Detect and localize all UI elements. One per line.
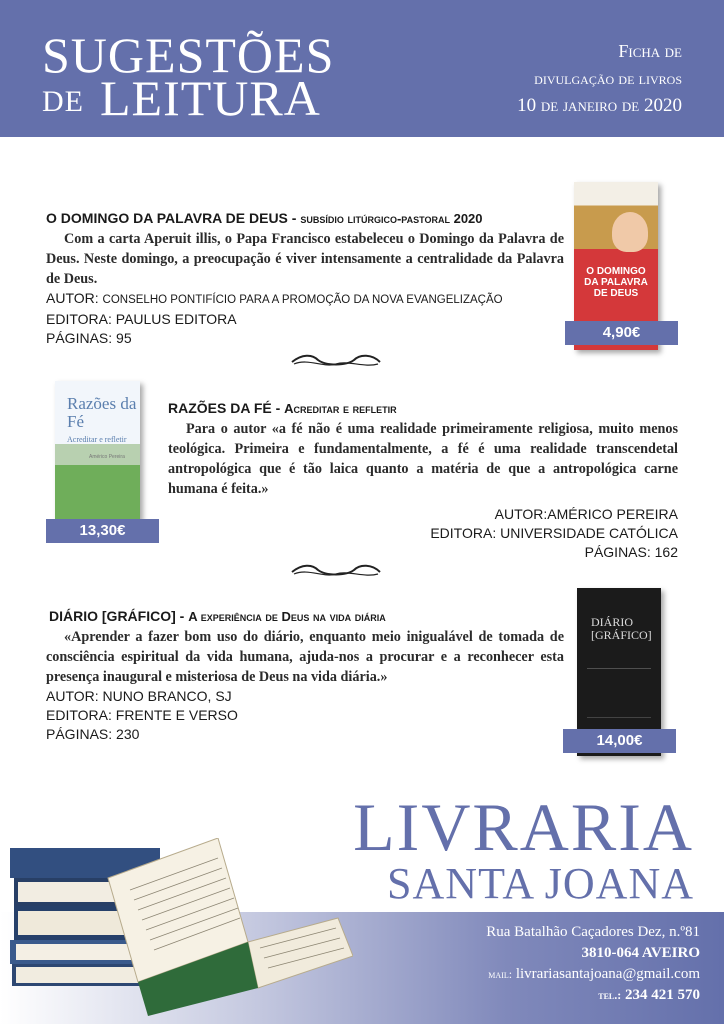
- phone-number[interactable]: 234 421 570: [625, 987, 700, 1003]
- books-pile-illustration: [8, 838, 353, 1018]
- header-subtitle-line1: Ficha de: [618, 41, 682, 61]
- book-1-price: 4,90€: [565, 321, 678, 345]
- book-2-publisher-line: [168, 524, 678, 543]
- logo-de: DE: [42, 85, 84, 118]
- logo-line-2: [42, 70, 321, 126]
- email-label: mail:: [488, 967, 513, 981]
- book-3-cover-title: DIÁRIO [GRÁFICO]: [591, 615, 652, 642]
- book-1-cover-title: O DOMINGO DA PALAVRA DE DEUS: [584, 266, 648, 299]
- book-2-heading: [168, 400, 678, 416]
- book-3-pages-label: PÁGINAS:: [46, 726, 113, 742]
- book-3-sep: -: [175, 608, 189, 624]
- book-2-pages: 162: [654, 544, 678, 560]
- book-1-subtitle: subsídio litúrgico-pastoral 2020: [300, 211, 483, 226]
- book-2-cover-title: Razões da Fé: [67, 394, 137, 431]
- book-entry-1: [46, 210, 564, 348]
- book-3-author-line: [46, 687, 564, 706]
- pope-illustration: [612, 212, 648, 252]
- phone-label: tel.:: [598, 988, 622, 1002]
- book-2-description: Para o autor «a fé não é uma realidade primeiramente religiosa, muito menos teológica. Primeira e fundamentalmente, a fé é uma realidade transcendetal antropológica que é tão laica quanto a matéria de que a antropológica carne humana é feita.»: [168, 421, 678, 497]
- book-3-subtitle: A experiência de Deus na vida diária: [188, 609, 386, 624]
- book-1-publisher-line: [46, 310, 564, 329]
- book-3-price: 14,00€: [563, 729, 676, 753]
- book-1-author-line: [46, 289, 564, 310]
- book-entry-3: [46, 608, 564, 744]
- logo-line-1: SUGESTÕES: [42, 27, 335, 83]
- store-contact: [486, 922, 700, 1006]
- book-3-pages: 230: [116, 726, 140, 742]
- book-2-publisher: UNIVERSIDADE CATÓLICA: [500, 525, 678, 541]
- ornament-divider-1: [288, 352, 384, 370]
- store-name-line2: SANTA JOANA: [387, 859, 694, 908]
- book-2-sep: -: [271, 400, 285, 416]
- book-3-pages-line: [46, 725, 564, 744]
- header-date: 10 de janeiro de 2020: [517, 95, 682, 116]
- book-2-price: 13,30€: [46, 519, 159, 543]
- book-2-pages-line: [168, 543, 678, 562]
- book-2-subtitle: Acreditar e refletir: [284, 401, 397, 416]
- book-1-pages: 95: [116, 330, 132, 346]
- ornament-divider-2: [288, 562, 384, 580]
- book-2-publisher-label: EDITORA:: [430, 525, 497, 541]
- book-2-cover: [55, 381, 140, 521]
- book-1-publisher-label: EDITORA:: [46, 311, 112, 327]
- book-2-cover-author: Américo Pereira: [89, 454, 125, 460]
- email-line: [486, 964, 700, 985]
- header-banner: [0, 0, 724, 137]
- book-3-description: «Aprender a fazer bom uso do diário, enquanto meio inigualável de tomada de consciência espiritual da vida humana, ajuda-nos a procurar e a reconhecer esta presença inaugural e misteriosa de Deus na vida diária.»: [46, 629, 564, 685]
- book-2-author: AMÉRICO PEREIRA: [547, 506, 678, 522]
- book-1-heading: [46, 210, 564, 226]
- book-3-title: DIÁRIO [GRÁFICO]: [49, 608, 176, 624]
- logo-leitura: LEITURA: [100, 70, 321, 126]
- book-3-publisher-line: [46, 706, 564, 725]
- book-2-author-line: [168, 505, 678, 524]
- book-3-author: NUNO BRANCO, SJ: [102, 688, 232, 704]
- book-1-title: O DOMINGO DA PALAVRA DE DEUS: [46, 210, 288, 226]
- header-subtitle: [517, 38, 682, 119]
- scribble-illustration: [587, 668, 651, 718]
- book-entry-2: [168, 400, 678, 562]
- book-3-publisher-label: EDITORA:: [46, 707, 112, 723]
- store-name-line1: LIVRARIA: [353, 789, 694, 865]
- email-link[interactable]: livrariasantajoana@gmail.com: [515, 966, 700, 982]
- book-1-author: CONSELHO PONTIFÍCIO PARA A PROMOÇÃO DA NOVA EVANGELIZAÇÃO: [102, 294, 503, 306]
- address-street: Rua Batalhão Caçadores Dez, n.º81: [486, 924, 700, 940]
- address-city: 3810-064 AVEIRO: [581, 945, 700, 961]
- book-3-heading: [49, 608, 564, 624]
- book-1-description: Com a carta Aperuit illis, o Papa Francisco estabeleceu o Domingo da Palavra de Deus. Neste domingo, a preocupação é viver intensamente a centralidade da Palavra de Deus.: [46, 231, 564, 287]
- book-1-sep: -: [287, 210, 301, 226]
- book-2-cover-subtitle: Acreditar e refletir: [67, 435, 127, 444]
- book-1-author-label: AUTOR:: [46, 290, 99, 306]
- book-1-pages-line: [46, 329, 564, 348]
- book-3-author-label: AUTOR:: [46, 688, 99, 704]
- book-2-pages-label: PÁGINAS:: [584, 544, 651, 560]
- book-2-title: RAZÕES DA FÉ: [168, 400, 272, 416]
- phone-line: [486, 985, 700, 1006]
- book-1-publisher: PAULUS EDITORA: [115, 311, 237, 327]
- book-3-publisher: FRENTE E VERSO: [115, 707, 238, 723]
- book-1-pages-label: PÁGINAS:: [46, 330, 113, 346]
- book-2-author-label: AUTOR:: [494, 506, 548, 522]
- header-subtitle-line2: divulgação de livros: [534, 69, 682, 88]
